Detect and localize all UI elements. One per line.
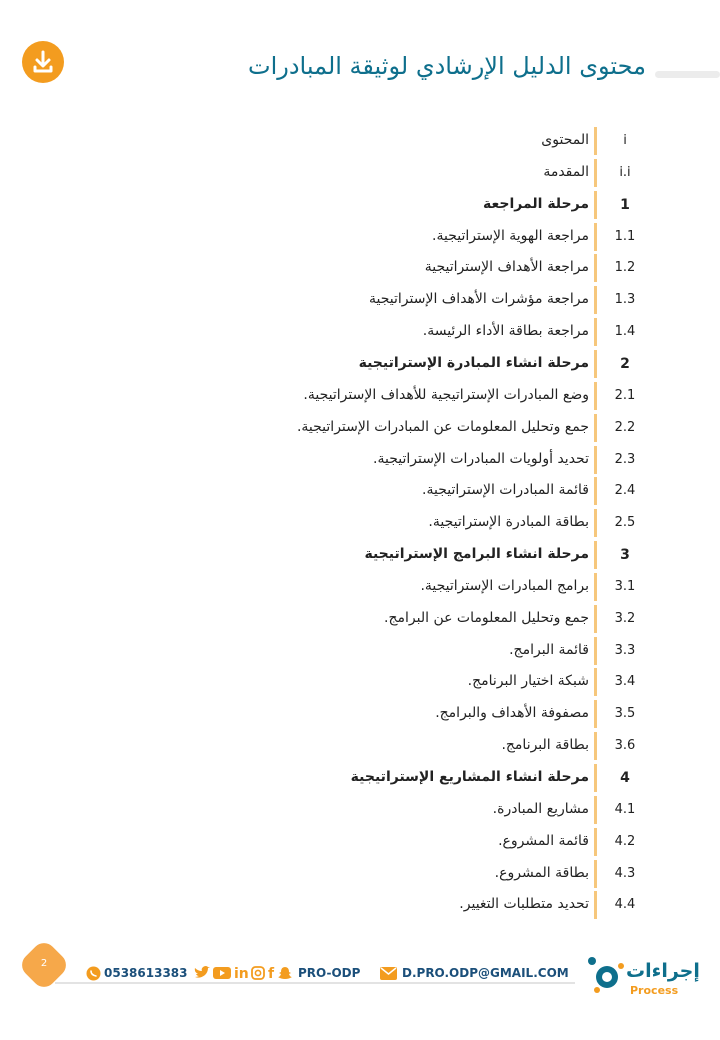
toc-label: قائمة المشروع. [498,832,589,849]
toc-number: 3.4 [614,674,636,690]
toc-label: بطاقة المشروع. [494,864,589,881]
toc-number: 3.6 [614,738,636,754]
toc-entry[interactable] [0,159,720,191]
social-handle[interactable]: PRO-ODP [298,966,361,980]
toc-label: مراجعة مؤشرات الأهداف الإستراتيجية [369,291,589,308]
toc-accent-bar [594,286,597,314]
toc-accent-bar [594,223,597,251]
toc-entry[interactable] [0,637,720,669]
toc-label: المقدمة [543,163,589,180]
toc-accent-bar [594,509,597,537]
toc-number: 1.4 [614,324,636,340]
toc-number: 2.2 [614,419,636,435]
download-button[interactable] [22,41,64,83]
toc-accent-bar [594,891,597,919]
toc-number: 3.2 [614,610,636,626]
toc-number: 4.3 [614,865,636,881]
toc-accent-bar [594,860,597,888]
contact-bar [80,960,572,988]
toc-label: برامج المبادرات الإستراتيجية. [420,577,589,594]
toc-label: مراجعة بطاقة الأداء الرئيسة. [422,323,589,340]
toc-entry[interactable] [0,796,720,828]
toc-accent-bar [594,350,597,378]
toc-entry[interactable] [0,254,720,286]
toc-accent-bar [594,382,597,410]
toc-number: 3.5 [614,706,636,722]
phone-number[interactable]: 0538613383 [104,966,188,980]
toc-accent-bar [594,605,597,633]
toc-entry[interactable] [0,223,720,255]
toc-entry[interactable] [0,668,720,700]
email-address[interactable]: D.PRO.ODP@GMAIL.COM [402,966,569,980]
linkedin-icon[interactable]: in [234,966,249,982]
toc-label: مرحلة انشاء البرامج الإستراتيجية [364,546,589,563]
toc-accent-bar [594,828,597,856]
toc-accent-bar [594,764,597,792]
whatsapp-icon[interactable] [86,966,101,981]
toc-entry[interactable] [0,828,720,860]
toc-label: بطاقة المبادرة الإستراتيجية. [428,514,589,531]
toc-accent-bar [594,127,597,155]
toc-number: 2 [620,355,630,372]
toc-accent-bar [594,318,597,346]
toc-label: شبكة اختيار البرنامج. [467,673,589,690]
toc-accent-bar [594,573,597,601]
toc-accent-bar [594,700,597,728]
title-rule [655,71,720,78]
toc-entry[interactable] [0,573,720,605]
toc-label: تحديد أولويات المبادرات الإستراتيجية. [373,450,589,467]
instagram-icon[interactable] [251,966,265,980]
logo-text-arabic: إجراءات [626,960,700,982]
toc-section-heading[interactable] [0,764,720,796]
toc-entry[interactable] [0,477,720,509]
toc-entry[interactable] [0,700,720,732]
toc-accent-bar [594,414,597,442]
toc-entry[interactable] [0,891,720,923]
toc-entry[interactable] [0,286,720,318]
toc-accent-bar [594,732,597,760]
toc-label: جمع وتحليل المعلومات عن البرامج. [384,609,589,626]
toc-label: مصفوفة الأهداف والبرامج. [435,705,589,722]
toc-label: وضع المبادرات الإستراتيجية للأهداف الإستراتيجية. [303,386,589,403]
toc-entry[interactable] [0,860,720,892]
toc-number: i.i [619,164,631,180]
page-title: محتوى الدليل الإرشادي لوثيقة المبادرات [247,52,646,80]
toc-number: 4.1 [614,801,636,817]
download-icon [22,41,64,83]
toc-accent-bar [594,637,597,665]
toc-label: مرحلة المراجعة [483,195,589,212]
toc-label: قائمة المبادرات الإستراتيجية. [422,482,589,499]
process-logo-icon [584,952,630,998]
toc-number: 2.4 [614,483,636,499]
toc-label: مراجعة الأهداف الإستراتيجية [424,259,589,276]
toc-number: 2.1 [614,387,636,403]
toc-label: قائمة البرامج. [509,641,589,658]
youtube-icon[interactable] [213,966,231,980]
toc-entry[interactable] [0,414,720,446]
toc-accent-bar [594,446,597,474]
toc-accent-bar [594,668,597,696]
toc-entry[interactable] [0,382,720,414]
snapchat-icon[interactable] [278,966,292,980]
toc-section-heading[interactable] [0,191,720,223]
toc-label: مرحلة انشاء المشاريع الإستراتيجية [350,769,589,785]
toc-entry[interactable] [0,732,720,764]
toc-number: 1.2 [614,260,636,276]
toc-number: 4 [620,770,630,786]
toc-label: تحديد متطلبات التغيير. [459,896,589,913]
toc-section-heading[interactable] [0,350,720,382]
toc-label: بطاقة البرنامج. [501,737,589,754]
toc-number: 1.3 [614,292,636,308]
toc-entry[interactable] [0,127,720,159]
twitter-icon[interactable] [194,966,210,980]
toc-number: 3.1 [614,578,636,594]
toc-number: 4.4 [614,897,636,913]
toc-number: 4.2 [614,833,636,849]
toc-entry[interactable] [0,605,720,637]
toc-entry[interactable] [0,318,720,350]
toc-number: 2.5 [614,515,636,531]
toc-number: 3.3 [614,642,636,658]
toc-label: مراجعة الهوية الإستراتيجية. [432,227,589,244]
toc-label: جمع وتحليل المعلومات عن المبادرات الإستراتيجية. [296,418,589,435]
toc-accent-bar [594,254,597,282]
toc-accent-bar [594,477,597,505]
toc-number: i [623,133,627,148]
toc-accent-bar [594,159,597,187]
toc-number: 1.1 [614,228,636,244]
toc-accent-bar [594,796,597,824]
toc-accent-bar [594,541,597,569]
toc-label: المحتوى [541,132,589,148]
page-number: 2 [40,958,48,969]
toc-number: 3 [620,547,630,564]
toc-accent-bar [594,191,597,219]
toc-number: 2.3 [614,451,636,467]
toc-section-heading[interactable] [0,541,720,573]
facebook-icon[interactable]: f [268,966,275,982]
logo-text-english: Process [630,984,679,997]
email-icon[interactable] [380,967,397,980]
toc-number: 1 [620,196,630,213]
toc-entry[interactable] [0,509,720,541]
toc-label: مشاريع المبادرة. [492,800,589,817]
toc-entry[interactable] [0,446,720,478]
toc-label: مرحلة انشاء المبادرة الإستراتيجية [358,354,589,371]
